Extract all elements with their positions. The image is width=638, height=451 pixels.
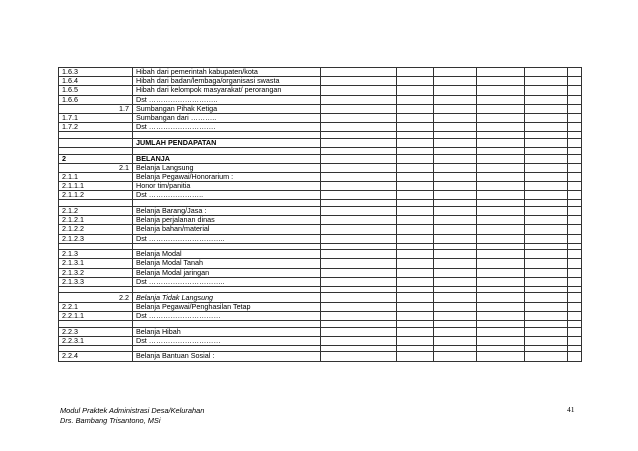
- amount-cell: [434, 327, 477, 336]
- amount-cell: [434, 113, 477, 122]
- amount-cell: [525, 86, 568, 95]
- amount-cell: [434, 68, 477, 77]
- amount-cell: [397, 77, 434, 86]
- amount-cell: [477, 225, 525, 234]
- amount-cell: [477, 191, 525, 200]
- code-cell: 2.1.2: [59, 206, 133, 215]
- amount-cell: [321, 191, 397, 200]
- amount-cell: [525, 259, 568, 268]
- code-cell: 2.2.3.1: [59, 336, 133, 345]
- amount-cell: [434, 268, 477, 277]
- table-row: [59, 191, 582, 200]
- amount-cell: [477, 172, 525, 181]
- description-cell: Honor tim/panitia: [133, 182, 321, 191]
- code-cell: 2.1.3: [59, 250, 133, 259]
- code-cell: 2.2.1: [59, 302, 133, 311]
- amount-cell: [477, 154, 525, 163]
- amount-cell: [525, 182, 568, 191]
- amount-cell: [477, 95, 525, 104]
- amount-cell: [434, 95, 477, 104]
- table-row: [59, 154, 582, 163]
- table-row: [59, 182, 582, 191]
- amount-cell: [568, 163, 582, 172]
- description-cell: Hibah dari pemerintah kabupaten/kota: [133, 68, 321, 77]
- amount-cell: [568, 172, 582, 181]
- amount-cell: [477, 138, 525, 147]
- amount-cell: [477, 86, 525, 95]
- amount-cell: [568, 191, 582, 200]
- amount-cell: [321, 182, 397, 191]
- table-row: [59, 86, 582, 95]
- amount-cell: [397, 206, 434, 215]
- amount-cell: [321, 327, 397, 336]
- amount-cell: [434, 302, 477, 311]
- amount-cell: [477, 352, 525, 361]
- description-cell: Belanja perjalanan dinas: [133, 216, 321, 225]
- amount-cell: [397, 182, 434, 191]
- budget-table-body: [59, 68, 582, 362]
- amount-cell: [477, 77, 525, 86]
- code-cell: [59, 138, 133, 147]
- amount-cell: [397, 123, 434, 132]
- table-row: [59, 250, 582, 259]
- amount-cell: [321, 259, 397, 268]
- amount-cell: [568, 250, 582, 259]
- amount-cell: [321, 77, 397, 86]
- code-cell: 1.7.2: [59, 123, 133, 132]
- description-cell: Sumbangan dari ………..: [133, 113, 321, 122]
- table-row: [59, 68, 582, 77]
- amount-cell: [477, 327, 525, 336]
- amount-cell: [397, 352, 434, 361]
- amount-cell: [321, 336, 397, 345]
- description-cell: Dst ………………………..: [133, 95, 321, 104]
- code-cell: 2.1: [59, 163, 133, 172]
- amount-cell: [434, 154, 477, 163]
- description-cell: Belanja Tidak Langsung: [133, 293, 321, 302]
- amount-cell: [568, 154, 582, 163]
- amount-cell: [321, 95, 397, 104]
- amount-cell: [434, 250, 477, 259]
- amount-cell: [321, 250, 397, 259]
- amount-cell: [321, 68, 397, 77]
- page-footer: [60, 406, 204, 426]
- amount-cell: [568, 277, 582, 286]
- amount-cell: [321, 234, 397, 243]
- code-cell: 2.2: [59, 293, 133, 302]
- amount-cell: [477, 293, 525, 302]
- code-cell: 1.6.6: [59, 95, 133, 104]
- amount-cell: [434, 311, 477, 320]
- table-row: [59, 234, 582, 243]
- amount-cell: [525, 216, 568, 225]
- table-row: [59, 225, 582, 234]
- amount-cell: [397, 302, 434, 311]
- amount-cell: [525, 154, 568, 163]
- amount-cell: [434, 293, 477, 302]
- amount-cell: [434, 336, 477, 345]
- table-row: [59, 95, 582, 104]
- description-cell: Belanja Hibah: [133, 327, 321, 336]
- amount-cell: [525, 234, 568, 243]
- amount-cell: [397, 104, 434, 113]
- description-cell: Belanja Pegawai/Honorarium :: [133, 172, 321, 181]
- amount-cell: [397, 268, 434, 277]
- table-row: [59, 268, 582, 277]
- table-row: [59, 113, 582, 122]
- amount-cell: [477, 216, 525, 225]
- amount-cell: [397, 250, 434, 259]
- amount-cell: [568, 123, 582, 132]
- amount-cell: [397, 293, 434, 302]
- amount-cell: [525, 77, 568, 86]
- code-cell: 2.1.1: [59, 172, 133, 181]
- amount-cell: [525, 68, 568, 77]
- amount-cell: [525, 225, 568, 234]
- code-cell: 2.1.2.1: [59, 216, 133, 225]
- code-cell: 2.1.1.2: [59, 191, 133, 200]
- amount-cell: [434, 86, 477, 95]
- amount-cell: [525, 163, 568, 172]
- amount-cell: [434, 172, 477, 181]
- amount-cell: [321, 123, 397, 132]
- amount-cell: [568, 225, 582, 234]
- amount-cell: [397, 172, 434, 181]
- table-row: [59, 77, 582, 86]
- description-cell: Belanja Pegawai/Penghasilan Tetap: [133, 302, 321, 311]
- amount-cell: [568, 182, 582, 191]
- amount-cell: [477, 311, 525, 320]
- amount-cell: [397, 216, 434, 225]
- amount-cell: [477, 277, 525, 286]
- amount-cell: [321, 86, 397, 95]
- amount-cell: [397, 277, 434, 286]
- code-cell: 1.7: [59, 104, 133, 113]
- table-row: [59, 163, 582, 172]
- description-cell: Dst …………………………: [133, 311, 321, 320]
- code-cell: 2.2.4: [59, 352, 133, 361]
- amount-cell: [434, 104, 477, 113]
- table-row: [59, 352, 582, 361]
- code-cell: 1.6.4: [59, 77, 133, 86]
- footer-author: Drs. Bambang Trisantono, MSi: [60, 416, 161, 425]
- amount-cell: [397, 191, 434, 200]
- table-row: [59, 311, 582, 320]
- amount-cell: [434, 77, 477, 86]
- amount-cell: [568, 302, 582, 311]
- amount-cell: [434, 206, 477, 215]
- amount-cell: [321, 154, 397, 163]
- amount-cell: [434, 123, 477, 132]
- amount-cell: [397, 163, 434, 172]
- code-cell: 2.1.1.1: [59, 182, 133, 191]
- amount-cell: [434, 138, 477, 147]
- amount-cell: [321, 163, 397, 172]
- amount-cell: [477, 206, 525, 215]
- amount-cell: [525, 302, 568, 311]
- amount-cell: [397, 234, 434, 243]
- code-cell: 2.1.2.3: [59, 234, 133, 243]
- amount-cell: [397, 113, 434, 122]
- table-row: [59, 216, 582, 225]
- amount-cell: [525, 206, 568, 215]
- amount-cell: [568, 336, 582, 345]
- description-cell: Belanja bahan/material: [133, 225, 321, 234]
- amount-cell: [477, 68, 525, 77]
- amount-cell: [525, 352, 568, 361]
- description-cell: Hibah dari kelompok masyarakat/ perorangan: [133, 86, 321, 95]
- amount-cell: [477, 163, 525, 172]
- table-row: [59, 259, 582, 268]
- table-row: [59, 336, 582, 345]
- amount-cell: [321, 268, 397, 277]
- code-cell: 1.7.1: [59, 113, 133, 122]
- description-cell: Belanja Bantuan Sosial :: [133, 352, 321, 361]
- amount-cell: [477, 268, 525, 277]
- description-cell: Belanja Langsung: [133, 163, 321, 172]
- page-number: 41: [567, 405, 575, 414]
- amount-cell: [525, 104, 568, 113]
- amount-cell: [568, 86, 582, 95]
- description-cell: BELANJA: [133, 154, 321, 163]
- amount-cell: [477, 336, 525, 345]
- description-cell: Belanja Modal Tanah: [133, 259, 321, 268]
- code-cell: 2.1.3.1: [59, 259, 133, 268]
- amount-cell: [525, 95, 568, 104]
- amount-cell: [321, 277, 397, 286]
- amount-cell: [568, 77, 582, 86]
- amount-cell: [397, 259, 434, 268]
- amount-cell: [568, 311, 582, 320]
- amount-cell: [525, 268, 568, 277]
- amount-cell: [525, 113, 568, 122]
- table-row: [59, 277, 582, 286]
- amount-cell: [477, 302, 525, 311]
- amount-cell: [477, 259, 525, 268]
- amount-cell: [568, 113, 582, 122]
- amount-cell: [397, 225, 434, 234]
- amount-cell: [434, 277, 477, 286]
- amount-cell: [477, 123, 525, 132]
- amount-cell: [525, 191, 568, 200]
- amount-cell: [434, 259, 477, 268]
- amount-cell: [477, 113, 525, 122]
- amount-cell: [434, 234, 477, 243]
- description-cell: JUMLAH PENDAPATAN: [133, 138, 321, 147]
- code-cell: 2: [59, 154, 133, 163]
- description-cell: Hibah dari badan/lembaga/organisasi swasta: [133, 77, 321, 86]
- amount-cell: [321, 293, 397, 302]
- amount-cell: [568, 327, 582, 336]
- table-row: [59, 138, 582, 147]
- amount-cell: [321, 113, 397, 122]
- amount-cell: [568, 216, 582, 225]
- amount-cell: [434, 225, 477, 234]
- amount-cell: [321, 225, 397, 234]
- table-row: [59, 206, 582, 215]
- code-cell: 1.6.5: [59, 86, 133, 95]
- amount-cell: [397, 154, 434, 163]
- description-cell: Belanja Modal jaringan: [133, 268, 321, 277]
- amount-cell: [321, 172, 397, 181]
- amount-cell: [397, 336, 434, 345]
- amount-cell: [321, 216, 397, 225]
- code-cell: 2.1.2.2: [59, 225, 133, 234]
- amount-cell: [434, 216, 477, 225]
- amount-cell: [477, 104, 525, 113]
- amount-cell: [397, 311, 434, 320]
- amount-cell: [397, 327, 434, 336]
- code-cell: 2.1.3.3: [59, 277, 133, 286]
- budget-table-container: [58, 67, 581, 362]
- footer-module-title: Modul Praktek Administrasi Desa/Kelurahan: [60, 406, 205, 415]
- amount-cell: [525, 123, 568, 132]
- amount-cell: [434, 182, 477, 191]
- amount-cell: [525, 172, 568, 181]
- code-cell: 2.2.3: [59, 327, 133, 336]
- amount-cell: [434, 352, 477, 361]
- amount-cell: [568, 268, 582, 277]
- table-row: [59, 327, 582, 336]
- amount-cell: [321, 138, 397, 147]
- amount-cell: [477, 182, 525, 191]
- description-cell: Dst …………………………..: [133, 234, 321, 243]
- table-row: [59, 123, 582, 132]
- amount-cell: [568, 95, 582, 104]
- amount-cell: [525, 311, 568, 320]
- amount-cell: [525, 293, 568, 302]
- amount-cell: [525, 277, 568, 286]
- amount-cell: [568, 138, 582, 147]
- amount-cell: [477, 234, 525, 243]
- description-cell: Belanja Barang/Jasa :: [133, 206, 321, 215]
- amount-cell: [397, 138, 434, 147]
- description-cell: Belanja Modal: [133, 250, 321, 259]
- amount-cell: [434, 163, 477, 172]
- amount-cell: [321, 311, 397, 320]
- amount-cell: [568, 259, 582, 268]
- table-row: [59, 104, 582, 113]
- amount-cell: [477, 250, 525, 259]
- amount-cell: [434, 191, 477, 200]
- amount-cell: [525, 327, 568, 336]
- amount-cell: [568, 293, 582, 302]
- amount-cell: [568, 206, 582, 215]
- amount-cell: [397, 68, 434, 77]
- description-cell: Dst …………………………..: [133, 277, 321, 286]
- budget-table: [58, 67, 582, 362]
- description-cell: Sumbangan Pihak Ketiga: [133, 104, 321, 113]
- amount-cell: [321, 352, 397, 361]
- table-row: [59, 172, 582, 181]
- amount-cell: [321, 104, 397, 113]
- table-row: [59, 302, 582, 311]
- amount-cell: [321, 302, 397, 311]
- amount-cell: [321, 206, 397, 215]
- amount-cell: [525, 250, 568, 259]
- amount-cell: [397, 86, 434, 95]
- amount-cell: [568, 68, 582, 77]
- amount-cell: [568, 234, 582, 243]
- code-cell: 2.2.1.1: [59, 311, 133, 320]
- amount-cell: [397, 95, 434, 104]
- code-cell: 2.1.3.2: [59, 268, 133, 277]
- description-cell: Dst …………………………: [133, 336, 321, 345]
- amount-cell: [568, 352, 582, 361]
- amount-cell: [568, 104, 582, 113]
- description-cell: Dst ……………………….: [133, 123, 321, 132]
- amount-cell: [525, 138, 568, 147]
- description-cell: Dst …………………..: [133, 191, 321, 200]
- code-cell: 1.6.3: [59, 68, 133, 77]
- amount-cell: [525, 336, 568, 345]
- table-row: [59, 293, 582, 302]
